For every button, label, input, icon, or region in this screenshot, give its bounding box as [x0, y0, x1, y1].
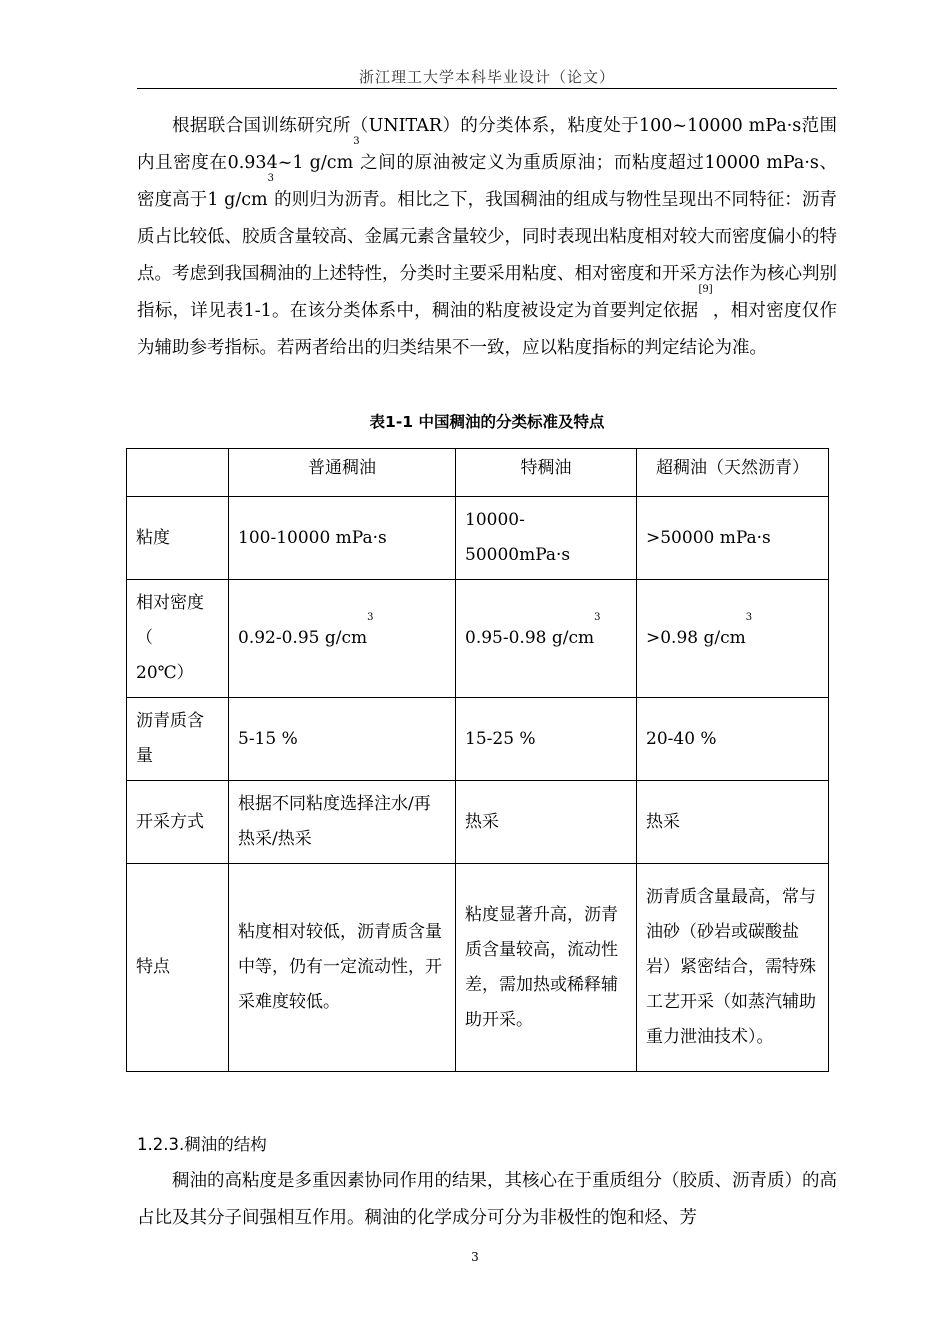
header-cell-ordinary: 普通稠油 — [229, 449, 456, 497]
row-label: 开采方式 — [127, 781, 229, 864]
superscript: 3 — [353, 136, 360, 147]
table-row-density — [127, 580, 829, 698]
superscript: 3 — [367, 612, 374, 623]
row-label: 特点 — [127, 864, 229, 1072]
body-paragraph-1 — [137, 108, 837, 367]
table-header-row — [127, 449, 829, 497]
table-row-method — [127, 781, 829, 864]
table-cell: 根据不同粘度选择注水/再热采/热采 — [229, 781, 456, 864]
table-caption: 表1-1 中国稠油的分类标准及特点 — [369, 413, 605, 431]
header-rule — [137, 88, 837, 89]
cell-text: >0.98 g/cm — [646, 628, 746, 648]
table-cell: >50000 mPa·s — [637, 497, 829, 580]
table-row-feature — [127, 864, 829, 1072]
header-cell-empty — [127, 449, 229, 497]
table-cell: 5-15 % — [229, 698, 456, 781]
header-cell-extra-heavy: 特稠油 — [456, 449, 637, 497]
table-cell: 100-10000 mPa·s — [229, 497, 456, 580]
superscript: 3 — [594, 612, 601, 623]
table-row-asphaltene — [127, 698, 829, 781]
table-cell — [229, 580, 456, 698]
table-row-viscosity — [127, 497, 829, 580]
classification-table — [126, 448, 829, 1072]
para1-text-c: 的则归为沥青。相比之下，我国稠油的组成与物性呈现出不同特征：沥青质占比较低、胶质含量较高、金属元素含量较少，同时表现出粘度相对较大而密度偏小的特点。考虑到我国稠油的上述特性，分类时主要采用粘度、相对密度和开采方法作为核心判别指标，详见表1-1。在该分类体系中，稠油的粘度被设定为首要判定依据 — [137, 190, 837, 321]
superscript: 3 — [745, 612, 753, 623]
running-header: 浙江理工大学本科毕业设计（论文） — [358, 68, 615, 86]
para1-text-d: ，相对密度仅作为辅助参考指标。若两者给出的归类结果不一致，应以粘度指标的判定结论为准。 — [137, 301, 837, 358]
table-cell: 沥青质含量最高，常与油砂（砂岩或碳酸盐岩）紧密结合，需特殊工艺开采（如蒸汽辅助重力泄油技术）。 — [637, 864, 829, 1072]
row-label: 相对密度（ 20℃） — [127, 580, 229, 698]
row-label: 粘度 — [127, 497, 229, 580]
body-paragraph-2: 稠油的高粘度是多重因素协同作用的结果，其核心在于重质组分（胶质、沥青质）的高占比及其分子间强相互作用。稠油的化学成分可分为非极性的饱和烃、芳 — [137, 1171, 837, 1228]
table-cell: 10000-50000mPa·s — [456, 497, 637, 580]
para1-text-b: 之间的原油被定义为重质原油；而粘度超过10000 mPa·s、密度高于1 g/cm — [137, 153, 838, 210]
citation-ref: [9] — [698, 284, 713, 295]
table-cell — [456, 580, 637, 698]
cell-text: 0.95-0.98 g/cm — [465, 628, 595, 648]
row-label: 沥青质含量 — [127, 698, 229, 781]
table-cell: 热采 — [456, 781, 637, 864]
cell-text: 0.92-0.95 g/cm — [238, 628, 368, 648]
table-cell — [637, 580, 829, 698]
table-cell: 15-25 % — [456, 698, 637, 781]
superscript: 3 — [267, 173, 275, 184]
section-heading: 1.2.3.稠油的结构 — [137, 1135, 267, 1154]
table-cell: 粘度显著升高，沥青质含量较高，流动性差，需加热或稀释辅助开采。 — [456, 864, 637, 1072]
table-cell: 粘度相对较低，沥青质含量中等，仍有一定流动性，开采难度较低。 — [229, 864, 456, 1072]
table-cell: 20-40 % — [637, 698, 829, 781]
header-cell-super-heavy: 超稠油（天然沥青） — [637, 449, 829, 497]
page-number: 3 — [471, 1250, 479, 1264]
table-cell: 热采 — [637, 781, 829, 864]
para1-text-a: 根据联合国训练研究所（UNITAR）的分类体系，粘度处于100~10000 mPa·s范围内且密度在0.934~1 g/cm — [137, 116, 837, 173]
